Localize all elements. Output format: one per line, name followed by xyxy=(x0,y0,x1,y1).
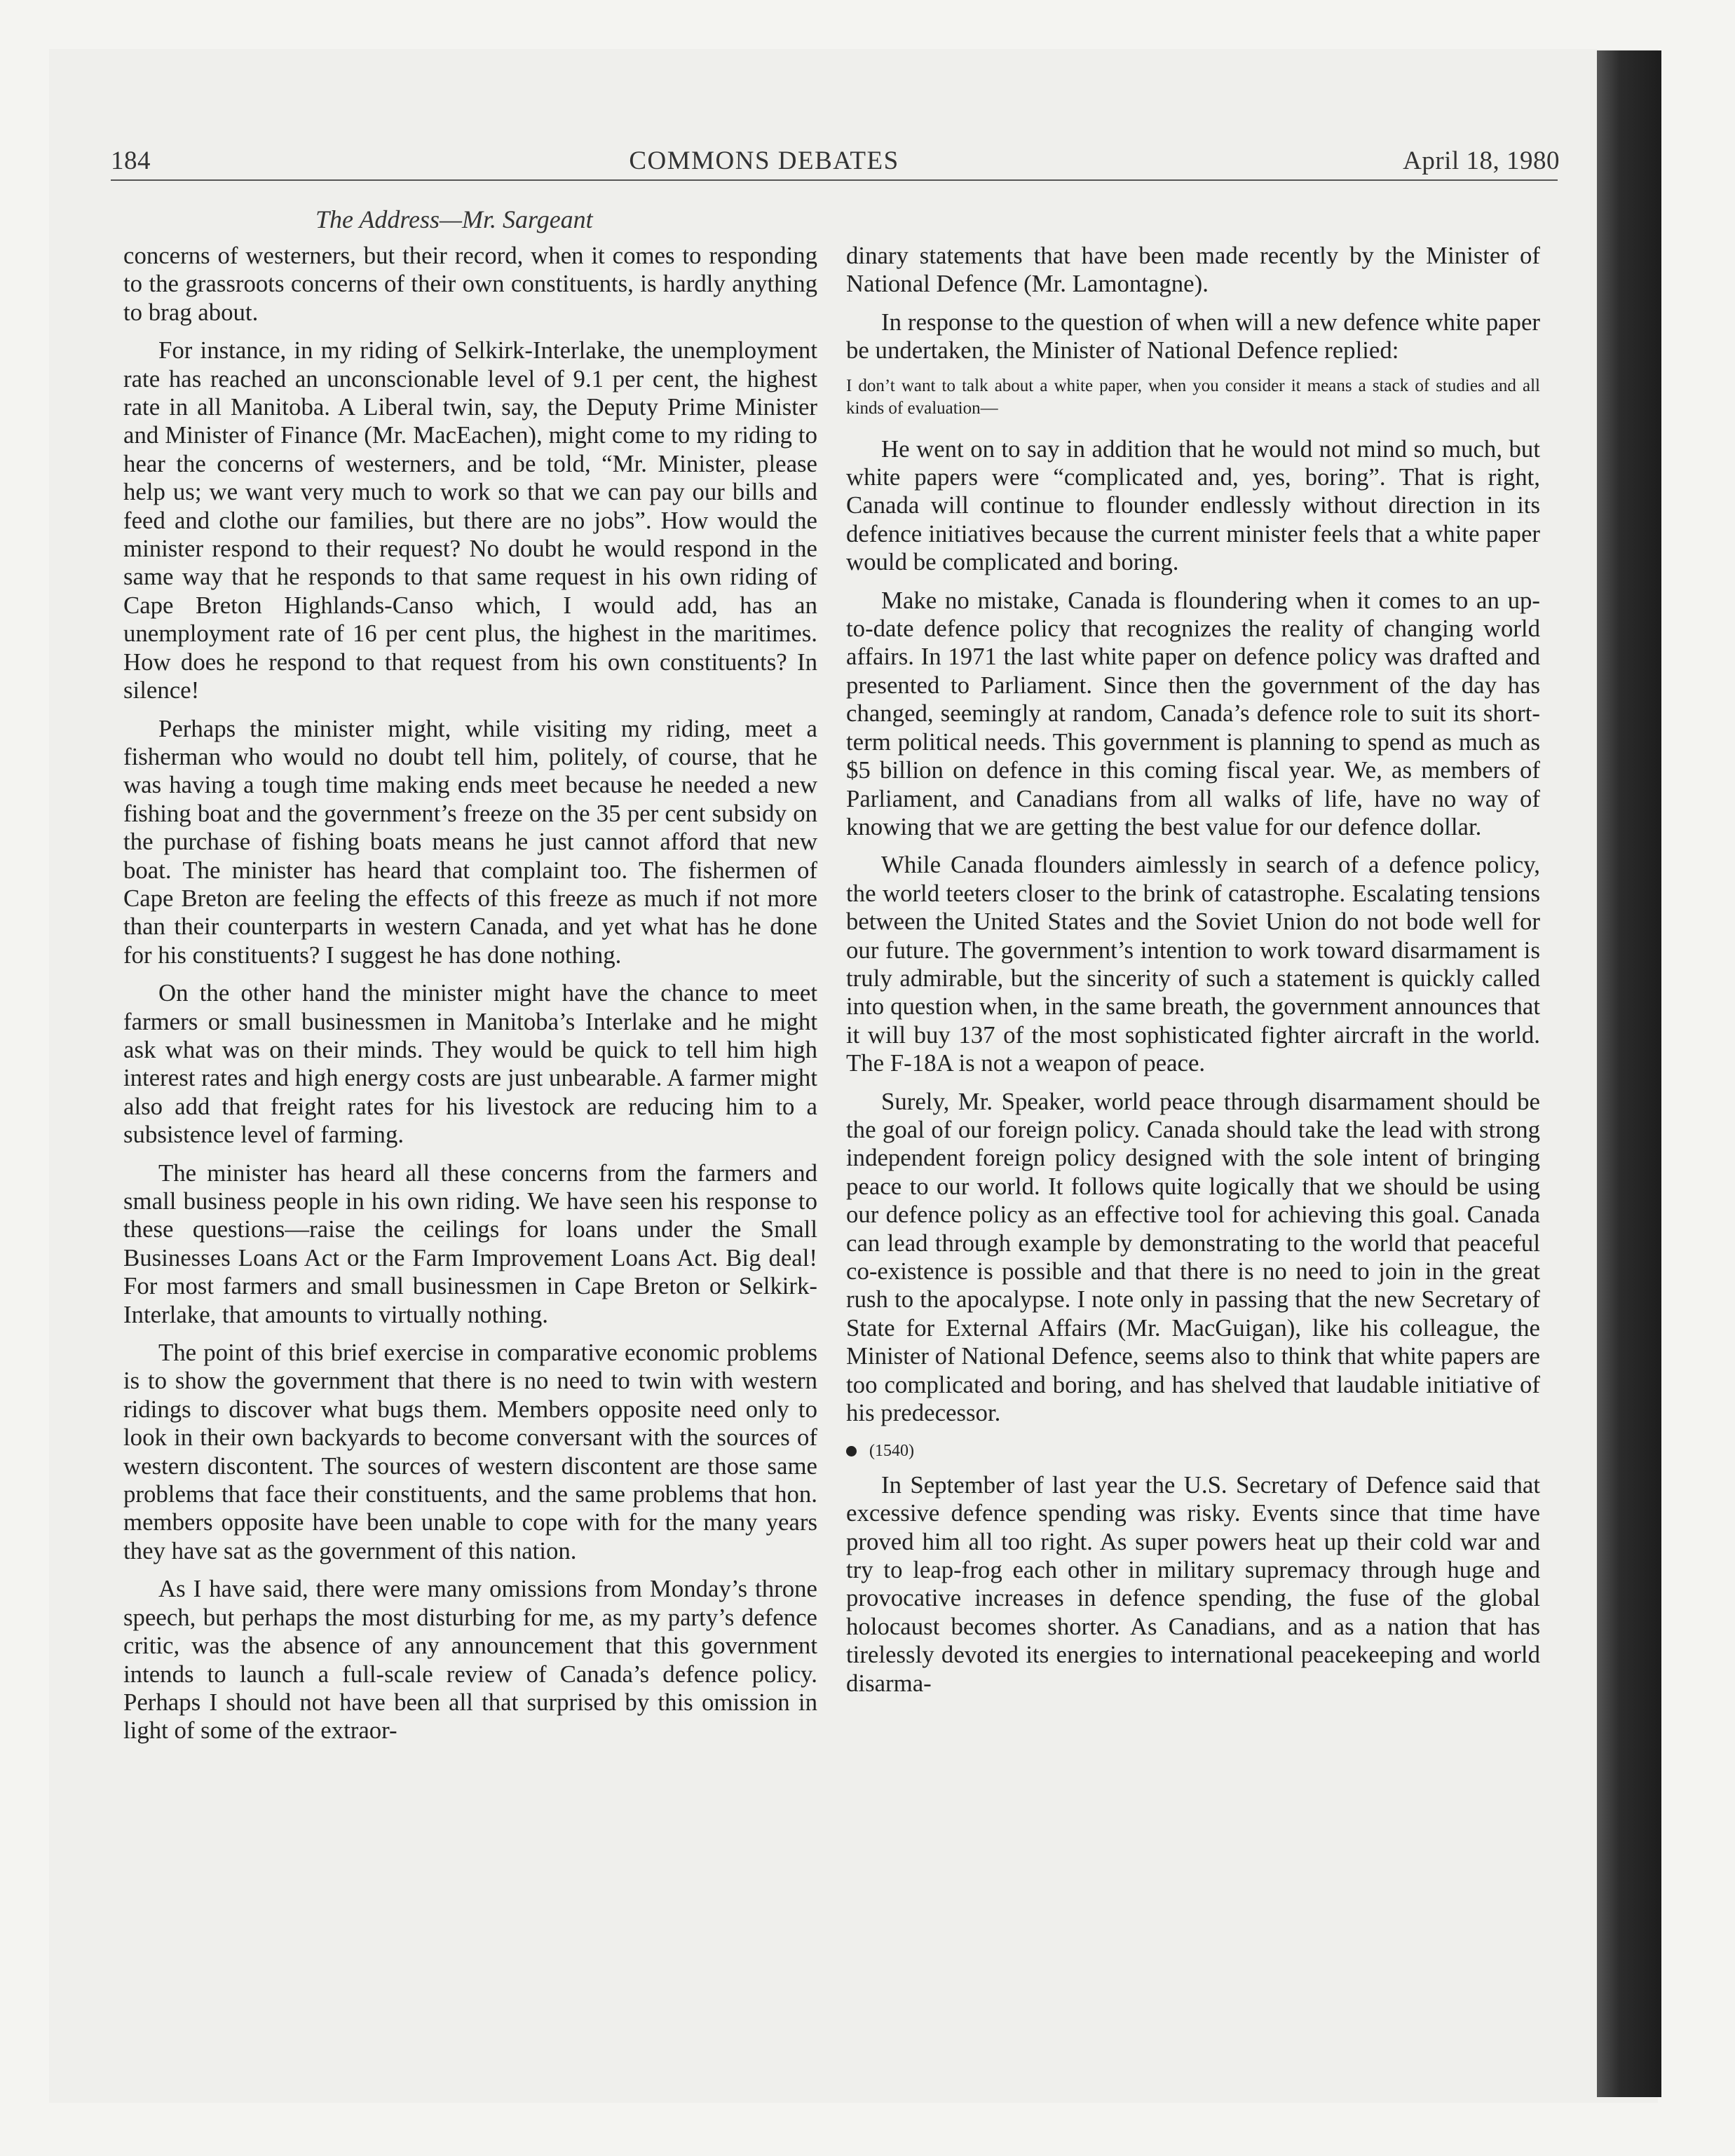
paragraph: Make no mistake, Canada is floundering when it comes to an up-to-date defence policy that recognizes the reality of changing world affairs. In 1971 the last white paper on defence policy was drafted and presented to Parliament. Since then the government of the day has changed, seemingly at random, Canada’s defence role to suit its short-term political needs. This government is planning to spend as much as $5 billion on defence in this coming fiscal year. We, as members of Parliament, and Canadians from all walks of life, have no way of knowing that we are getting the best value for our defence dollar. xyxy=(846,586,1540,840)
paragraph: For instance, in my riding of Selkirk-Interlake, the unemployment rate has reached an unconscionable level of 9.1 per cent, the highest rate in all Manitoba. A Liberal twin, say, the Deputy Prime Minister and Minister of Finance (Mr. MacEachen), might come to my riding to hear the concerns of westerners, and be told, “Mr. Minister, please help us; we want very much to work so that we can pay our bills and feed and clothe our families, but there are no jobs”. How would the minister respond to their request? No doubt he would respond in the same way that he responds to that same request in his own riding of Cape Breton Highlands-Canso which, I would add, has an unemployment rate of 16 per cent plus, the highest in the maritimes. How does he respond to that request from his own constituents? In silence! xyxy=(123,336,817,704)
bullet-icon xyxy=(846,1446,857,1456)
paragraph: In response to the question of when will a new defence white paper be undertaken, the Minister of National Defence replied: xyxy=(846,308,1540,364)
right-column xyxy=(846,242,1540,1707)
header-rule xyxy=(111,179,1558,181)
paragraph: While Canada flounders aimlessly in search of a defence policy, the world teeters closer to the brink of catastrophe. Escalating tensions between the United States and the Soviet Union do not bode well for our future. The government’s intention to work toward disarmament is truly admirable, but the sincerity of such a statement is quickly called into question when, in the same breath, the government announces that it will buy 137 of the most sophisticated fighter aircraft in the world. The F-18A is not a weapon of peace. xyxy=(846,851,1540,1077)
scan-shadow-edge xyxy=(1597,50,1661,2097)
paragraph: In September of last year the U.S. Secretary of Defence said that excessive defence spending was risky. Events since that time have proved him all too right. As super powers heat up their cold war and try to leap-frog each other in military supremacy through huge and provocative increases in defence spending, the fuse of the global holocaust becomes shorter. As Canadians, and as a nation that has tirelessly devoted its energies to international peacekeeping and world disarma- xyxy=(846,1471,1540,1697)
journal-title: COMMONS DEBATES xyxy=(629,146,899,175)
paragraph: As I have said, there were many omissions from Monday’s throne speech, but perhaps the most disturbing for me, as my party’s defence critic, was the absence of any announcement that this government intends to launch a full-scale review of Canada’s defence policy. Perhaps I should not have been all that surprised by this omission in light of some of the extraor- xyxy=(123,1575,817,1745)
time-marker-label: (1540) xyxy=(869,1442,914,1461)
section-header: The Address—Mr. Sargeant xyxy=(315,205,593,233)
paragraph: concerns of westerners, but their record, when it comes to responding to the grassroots concerns of their own constituents, is hardly anything to brag about. xyxy=(123,242,817,326)
page-number: 184 xyxy=(111,146,151,175)
paragraph: Surely, Mr. Speaker, world peace through disarmament should be the goal of our foreign policy. Canada should take the lead with strong independent foreign policy designed with the sole intent of bringing peace to our world. It follows quite logically that we should be using our defence policy as an effective tool for achieving this goal. Canada can lead through example by demonstrating to the world that peaceful co-existence is possible and that there is no need to join in the great rush to the apocalypse. I note only in passing that the new Secretary of State for External Affairs (Mr. MacGuigan), like his colleague, the Minister of National Defence, seems also to think that white papers are too complicated and boring, and has shelved that laudable initiative of his predecessor. xyxy=(846,1087,1540,1427)
time-marker xyxy=(846,1437,1540,1465)
issue-date: April 18, 1980 xyxy=(1403,146,1560,175)
block-quote: I don’t want to talk about a white paper, when you consider it means a stack of studies and all kinds of evaluation— xyxy=(846,376,1540,418)
paragraph: The minister has heard all these concerns from the farmers and small business people in his own riding. We have seen his response to these questions—raise the ceilings for loans under the Small Businesses Loans Act or the Farm Improvement Loans Act. Big deal! For most farmers and small businessmen in Cape Breton or Selkirk-Interlake, that amounts to virtually nothing. xyxy=(123,1159,817,1328)
paragraph: The point of this brief exercise in comparative economic problems is to show the government that there is no need to twin with western ridings to discover what bugs them. Members opposite need only to look in their own backyards to become conversant with the sources of western discontent. The sources of western discontent are those same problems that face their constituents, and the same problems that hon. members opposite have been unable to cope with for the many years they have sat as the government of this nation. xyxy=(123,1339,817,1564)
paragraph: dinary statements that have been made recently by the Minister of National Defence (Mr. Lamontagne). xyxy=(846,242,1540,298)
paragraph: He went on to say in addition that he would not mind so much, but white papers were “complicated and, yes, boring”. That is right, Canada will continue to flounder endlessly without direction in its defence initiatives because the current minister feels that a white paper would be complicated and boring. xyxy=(846,435,1540,576)
paragraph: Perhaps the minister might, while visiting my riding, meet a fisherman who would no doubt tell him, politely, of course, that he was having a tough time making ends meet because he needed a new fishing boat and the government’s freeze on the 35 per cent subsidy on the purchase of fishing boats means he just cannot afford that new boat. The minister has heard that complaint too. The fishermen of Cape Breton are feeling the effects of this freeze as much if not more than their counterparts in western Canada, and yet what has he done for his constituents? I suggest he has done nothing. xyxy=(123,714,817,969)
left-column xyxy=(123,242,817,1755)
paragraph: On the other hand the minister might have the chance to meet farmers or small businessmen in Manitoba’s Interlake and he might ask what was on their minds. They would be quick to tell him high interest rates and high energy costs are just unbearable. A farmer might also add that freight rates for his livestock are reducing him to a subsistence level of farming. xyxy=(123,979,817,1149)
